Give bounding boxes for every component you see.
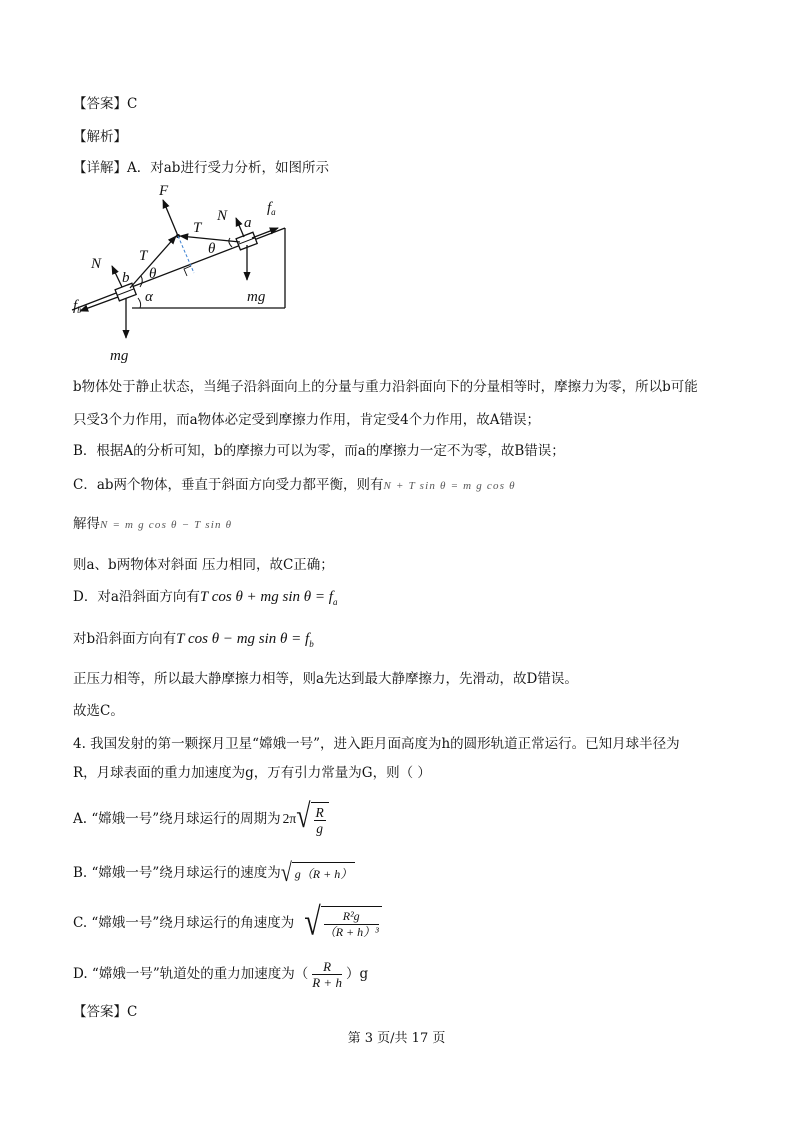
force-Nb-arrow [112, 266, 122, 287]
label-b: b [122, 270, 130, 286]
option-b-analysis: B．根据A的分析可知，b的摩擦力可以为零，而a的摩擦力一定不为零，故B错误； [73, 443, 565, 459]
b-direction-text: 对b沿斜面方向有 [73, 631, 177, 647]
option-d4-end: ）g [345, 966, 369, 982]
label-fa: $f_a$ [267, 200, 276, 217]
choose-c: 故选C。 [73, 703, 124, 719]
label-mgb: mg [110, 348, 129, 364]
label-T-top: T [193, 220, 202, 236]
right-angle-mark [184, 266, 191, 276]
force-Na-arrow [236, 218, 244, 237]
question-4-option-a [73, 798, 329, 840]
answer-q4: 【答案】C [73, 1004, 138, 1020]
label-theta-b: θ [149, 266, 157, 282]
label-F: F [159, 183, 169, 199]
label-T-left: T [139, 248, 148, 264]
label-theta-a: θ [208, 241, 216, 257]
angle-theta-b-arc [140, 276, 142, 287]
option-a-coefficient: 2π [282, 811, 297, 826]
detail-intro: 【详解】A．对ab进行受力分析，如图所示 [73, 160, 329, 176]
label-mga: mg [247, 289, 266, 305]
label-fb: $f_b$ [73, 298, 82, 315]
solve-formula: N = m g cos θ − T sin θ [100, 519, 233, 531]
perpendicular-dashed [178, 236, 194, 273]
option-b-sqrt: √ g（R + h） [281, 862, 355, 884]
paragraph-1-line-1: b物体处于静止状态，当绳子沿斜面向上的分量与重力沿斜面向下的分量相等时，摩擦力为零，所以b可能 [73, 379, 698, 395]
question-4-option-c [73, 898, 382, 948]
label-a: a [244, 215, 252, 231]
option-a-text: A. “嫦娥一号”绕月球运行的周期为 [73, 811, 281, 827]
force-fa-arrow [252, 228, 278, 238]
paragraph-1-line-2: 只受3个力作用，而a物体必定受到摩擦力作用，肯定受4个力作用，故A错误； [73, 412, 540, 428]
b-direction-formula: T cos θ − mg $\sin \theta = f_b$ [176, 631, 314, 649]
option-c-analysis [73, 476, 516, 495]
conclusion-c: 则a、b两物体对斜面 压力相同，故C正确； [73, 557, 334, 573]
question-4-option-b [73, 858, 355, 888]
label-Na: N [217, 208, 228, 224]
option-c4-text: C. “嫦娥一号”绕月球运行的角速度为 [73, 915, 295, 931]
option-d-analysis [73, 588, 337, 611]
option-a-sqrt: √ $\frac{R}{g}$ [296, 802, 329, 836]
option-d4-fraction: $\frac{R}{R + h}$ [312, 958, 342, 990]
answer-label: 【答案】C [73, 96, 138, 112]
force-F-arrow [163, 200, 178, 236]
page-footer: 第 3 页/共 17 页 [347, 1031, 446, 1046]
force-diagram [70, 180, 300, 365]
angle-alpha-arc [138, 298, 141, 308]
angle-theta-a-arc [229, 238, 232, 247]
solve-line [73, 515, 232, 534]
option-b-text: B. “嫦娥一号”绕月球运行的速度为 [73, 865, 281, 881]
solve-text: 解得 [73, 516, 100, 532]
option-d-formula: T cos θ + mg $\sin \theta = f_a$ [199, 589, 338, 607]
label-alpha: α [145, 289, 153, 305]
question-4-option-d [73, 954, 368, 994]
option-c-formula: N + T sin θ = m g cos θ [383, 480, 516, 492]
question-4-line-1: 4. 我国发射的第一颗探月卫星“嫦娥一号”，进入距月面高度为h的圆形轨道正常运行。已知月球半径为 [73, 736, 680, 752]
label-Nb: N [91, 256, 102, 272]
analysis-title: 【解析】 [73, 129, 127, 145]
pressure-paragraph: 正压力相等，所以最大静摩擦力相等，则a先达到最大静摩擦力，先滑动，故D错误。 [73, 671, 578, 687]
option-c4-sqrt: √ $\frac{\text{R²g}}{\text{（R + h）³}}$ [304, 906, 382, 940]
option-d4-text: D. “嫦娥一号”轨道处的重力加速度为（ [73, 966, 309, 982]
question-4-line-2: R，月球表面的重力加速度为g，万有引力常量为G，则（ ） [73, 765, 431, 781]
b-direction-line [73, 630, 314, 653]
option-c-text: C．ab两个物体，垂直于斜面方向受力都平衡，则有 [73, 477, 384, 493]
option-d-text: D．对a沿斜面方向有 [73, 589, 200, 605]
